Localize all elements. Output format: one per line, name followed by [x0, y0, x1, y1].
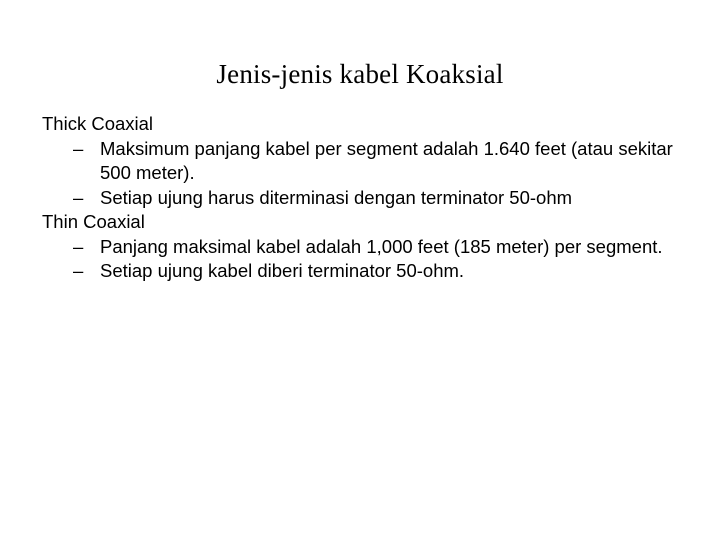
section-heading: Thick Coaxial [42, 113, 154, 134]
section-thick-coaxial [42, 112, 682, 210]
slide-title: Jenis-jenis kabel Koaksial [216, 59, 504, 89]
slide-content [42, 112, 682, 284]
bullet-item [42, 137, 692, 186]
bullet-item [42, 235, 692, 260]
dash-bullet-icon: – [73, 137, 84, 159]
bullet-text: Setiap ujung kabel diberi terminator 50-ohm. [100, 260, 465, 281]
section-heading: Thin Coaxial [42, 211, 145, 232]
bullet-item [42, 259, 692, 284]
bullet-item [42, 186, 692, 211]
dash-bullet-icon: – [73, 186, 84, 208]
bullet-text: Maksimum panjang kabel per segment adalah 1.640 feet (atau sekitar 500 meter). [100, 137, 673, 183]
dash-bullet-icon: – [73, 260, 84, 281]
dash-bullet-icon: – [73, 235, 84, 257]
section-thin-coaxial [42, 210, 682, 284]
bullet-text: Setiap ujung harus diterminasi dengan terminator 50-ohm [100, 186, 573, 208]
bullet-text: Panjang maksimal kabel adalah 1,000 feet (185 meter) per segment. [100, 235, 663, 257]
